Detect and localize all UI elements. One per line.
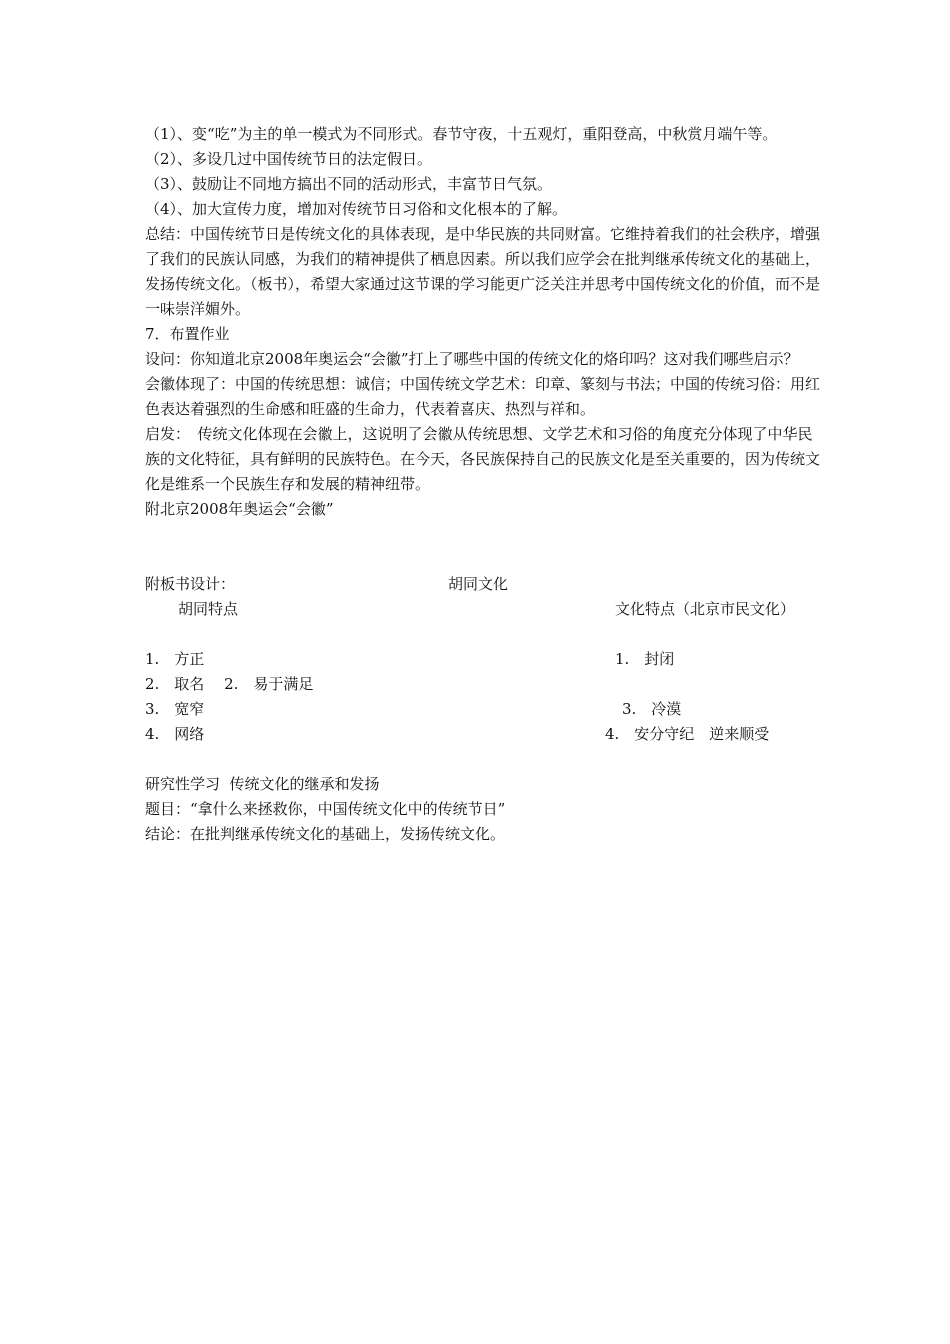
board-row — [145, 722, 825, 747]
board-row-left: 2. 取名 2. 易于满足 — [145, 675, 314, 693]
paragraph-measure-1: （1）、变“吃”为主的单一模式为不同形式。春节守夜，十五观灯，重阳登高，中秋赏月端午等。 — [145, 125, 778, 143]
paragraph-summary: 总结：中国传统节日是传统文化的具体表现，是中华民族的共同财富。它维持着我们的社会秩序，增强了我们的民族认同感，为我们的精神提供了栖息因素。所以我们应学会在批判继承传统文化的基础上，发扬传统文化。（板书），希望大家通过这节课的学习能更广泛关注并思考中国传统文化的价值，而不是一味崇洋媚外。 — [145, 225, 821, 318]
board-row — [145, 647, 825, 672]
board-row-left: 1. 方正 — [145, 650, 205, 668]
board-label: 附板书设计： — [145, 575, 236, 593]
paragraph-inspiration: 启发： 传统文化体现在会徽上，这说明了会徽从传统思想、文学艺术和习俗的角度充分体现了中华民族的文化特征，具有鲜明的民族特色。在今天，各民族保持自己的民族文化是至关重要的，因为传统文化是维系一个民族生存和发展的精神纽带。 — [145, 425, 821, 493]
board-title: 胡同文化 — [448, 575, 509, 593]
paragraph-emblem: 会徽体现了：中国的传统思想：诚信；中国传统文学艺术：印章、篆刻与书法；中国的传统习俗：用红色表达着强烈的生命感和旺盛的生命力，代表着喜庆、热烈与祥和。 — [145, 375, 821, 418]
paragraph-research-topic: 题目：“拿什么来拯救你，中国传统文化中的传统节日” — [145, 800, 506, 818]
board-title-row — [145, 572, 825, 597]
spacer — [145, 622, 825, 647]
document-page — [145, 122, 825, 847]
spacer — [145, 522, 825, 572]
board-row-right: 3. 冷漠 — [622, 700, 682, 718]
paragraph-attachment: 附北京2008年奥运会“会徽” — [145, 500, 334, 518]
paragraph-research-title: 研究性学习 传统文化的继承和发扬 — [145, 775, 380, 793]
paragraph-measure-3: （3）、鼓励让不同地方搞出不同的活动形式，丰富节日气氛。 — [145, 175, 553, 193]
board-row-right: 1. 封闭 — [615, 650, 675, 668]
board-row — [145, 697, 825, 722]
section-heading-homework: 7．布置作业 — [145, 325, 230, 343]
board-row — [145, 672, 825, 697]
paragraph-research-conclusion: 结论：在批判继承传统文化的基础上，发扬传统文化。 — [145, 825, 506, 843]
spacer — [145, 747, 825, 772]
board-row-left: 3. 宽窄 — [145, 700, 205, 718]
paragraph-measure-4: （4）、加大宣传力度，增加对传统节日习俗和文化根本的了解。 — [145, 200, 568, 218]
board-headings-row — [145, 597, 825, 622]
board-right-heading: 文化特点（北京市民文化） — [615, 600, 796, 618]
paragraph-measure-2: （2）、多设几过中国传统节日的法定假日。 — [145, 150, 433, 168]
board-row-left: 4. 网络 — [145, 725, 205, 743]
board-row-right: 4. 安分守纪 逆来顺受 — [605, 725, 770, 743]
paragraph-question: 设问：你知道北京2008年奥运会“会徽”打上了哪些中国的传统文化的烙印吗？这对我们哪些启示？ — [145, 350, 799, 368]
board-left-heading: 胡同特点 — [178, 600, 239, 618]
